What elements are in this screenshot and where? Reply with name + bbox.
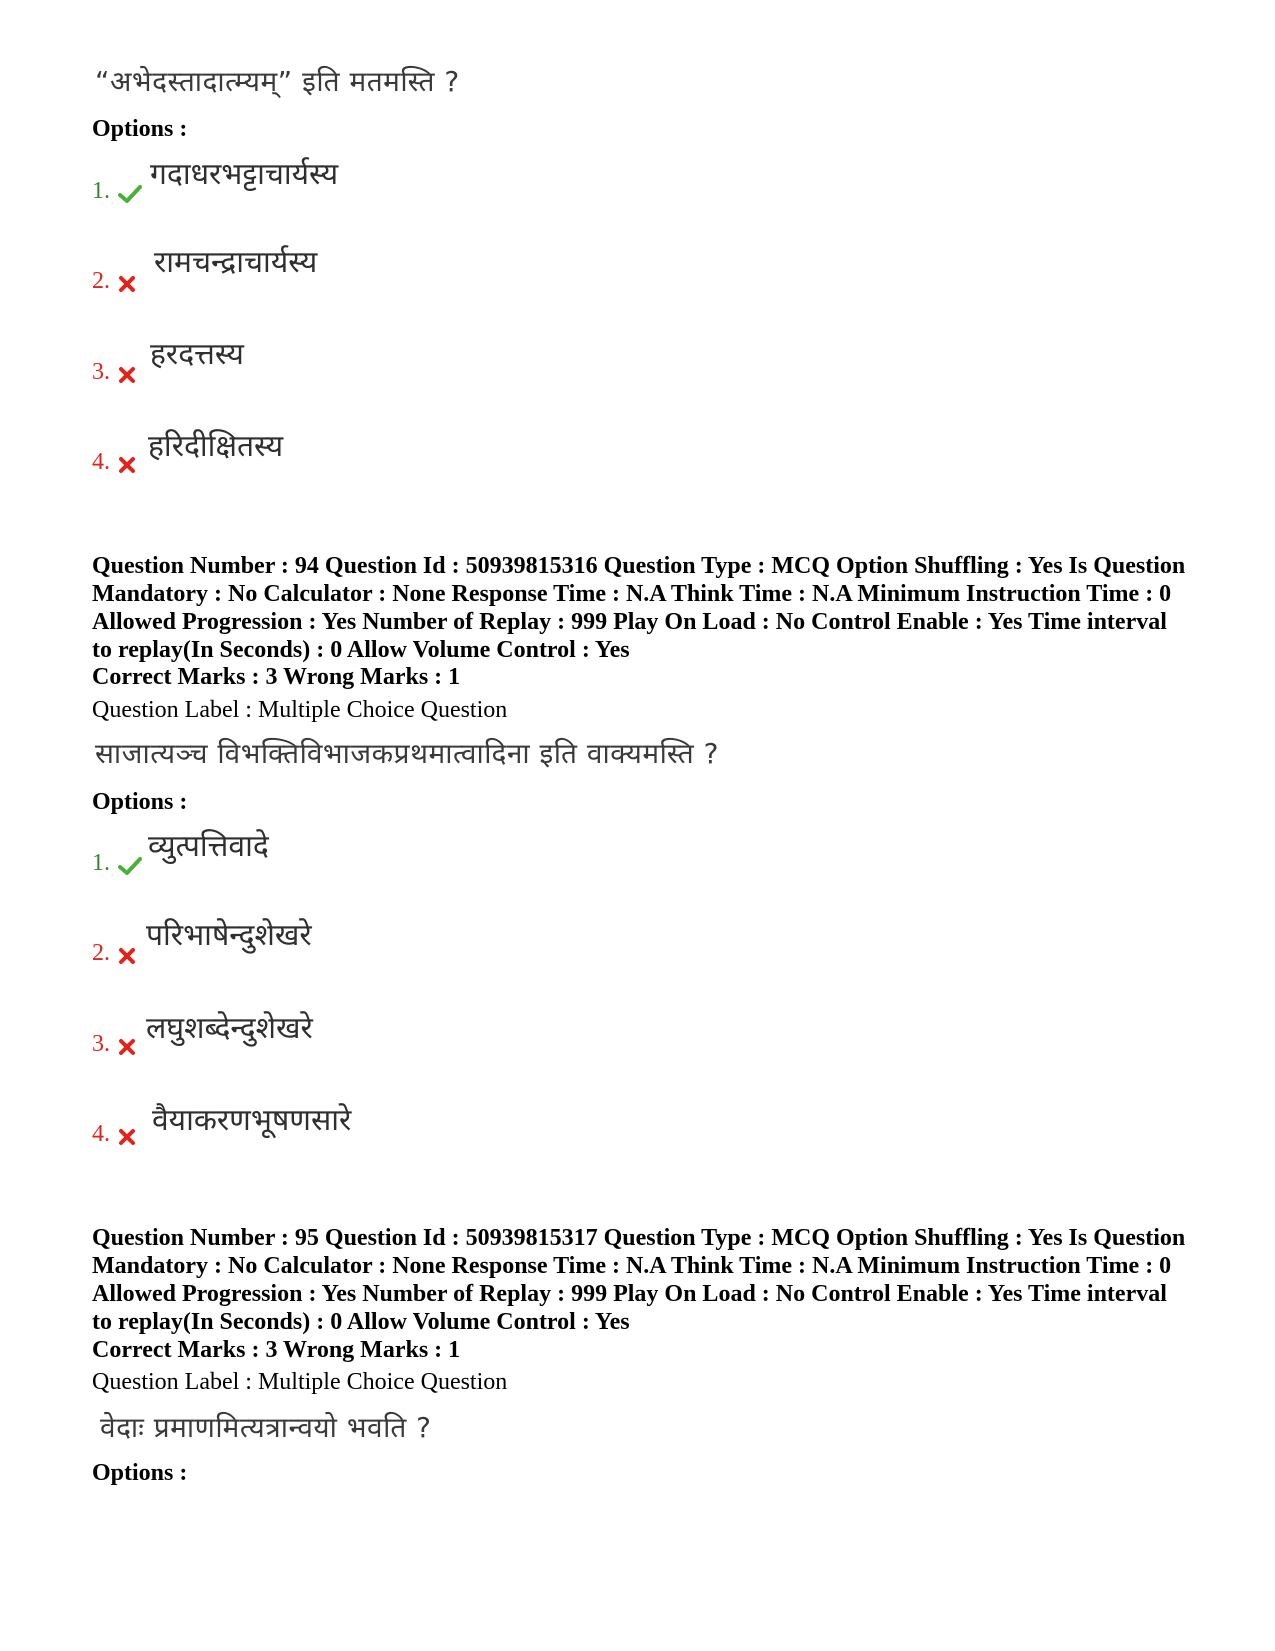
check-icon bbox=[118, 856, 142, 876]
option-number: 3. bbox=[92, 359, 110, 385]
question-95-stem: वेदाः प्रमाणमित्यत्रान्वयो भवति ? bbox=[100, 1411, 432, 1444]
option-text: व्युत्पत्तिवादे bbox=[148, 829, 269, 864]
cross-icon bbox=[118, 275, 136, 293]
option-number: 2. bbox=[92, 268, 110, 294]
option-number: 4. bbox=[92, 449, 110, 475]
cross-icon bbox=[118, 1038, 136, 1056]
option-number: 1. bbox=[92, 850, 110, 876]
option-text: रामचन्द्राचार्यस्य bbox=[154, 245, 318, 280]
option-4 bbox=[92, 449, 136, 476]
option-1 bbox=[92, 178, 142, 205]
option-number: 3. bbox=[92, 1031, 110, 1057]
question-95-meta: Question Number : 95 Question Id : 50939815317 Question Type : MCQ Option Shuffling : Yes Is Question Mandatory : No Calculator : None Response Time : N.A Think Time : N.A Minimum Instruction Time : 0 Allowed Progression : Yes Number of Replay : 999 Play On Load : No Control Enable : Yes Time interval to replay(In Seconds) : 0 Allow Volume Control : Yes bbox=[92, 1225, 1186, 1335]
option-3 bbox=[92, 359, 136, 386]
option-number: 2. bbox=[92, 940, 110, 966]
cross-icon bbox=[118, 366, 136, 384]
option-text: हरदत्तस्य bbox=[150, 337, 244, 372]
option-1 bbox=[92, 850, 142, 877]
check-icon bbox=[118, 184, 142, 204]
cross-icon bbox=[118, 1128, 136, 1146]
options-label: Options : bbox=[92, 1460, 188, 1486]
question-95-marks: Correct Marks : 3 Wrong Marks : 1 bbox=[92, 1337, 461, 1363]
question-94-stem: साजात्यञ्च विभक्तिविभाजकप्रथमात्वादिना इति वाक्यमस्ति ? bbox=[95, 737, 720, 770]
question-94-marks: Correct Marks : 3 Wrong Marks : 1 bbox=[92, 664, 461, 690]
option-text: लघुशब्देन्दुशेखरे bbox=[146, 1011, 313, 1046]
option-text: परिभाषेन्दुशेखरे bbox=[146, 918, 312, 953]
option-number: 4. bbox=[92, 1121, 110, 1147]
option-number: 1. bbox=[92, 178, 110, 204]
option-2 bbox=[92, 940, 136, 967]
options-label: Options : bbox=[92, 116, 188, 142]
question-94-label: Question Label : Multiple Choice Question bbox=[92, 697, 508, 723]
option-text: वैयाकरणभूषणसारे bbox=[152, 1103, 352, 1138]
question-93-stem: “अभेदस्तादात्म्यम्” इति मतमस्ति ? bbox=[95, 65, 460, 98]
option-2 bbox=[92, 268, 136, 295]
option-text: गदाधरभट्टाचार्यस्य bbox=[150, 157, 339, 192]
option-text: हरिदीक्षितस्य bbox=[148, 429, 284, 464]
cross-icon bbox=[118, 947, 136, 965]
cross-icon bbox=[118, 456, 136, 474]
question-94-meta: Question Number : 94 Question Id : 50939815316 Question Type : MCQ Option Shuffling : Yes Is Question Mandatory : No Calculator : None Response Time : N.A Think Time : N.A Minimum Instruction Time : 0 Allowed Progression : Yes Number of Replay : 999 Play On Load : No Control Enable : Yes Time interval to replay(In Seconds) : 0 Allow Volume Control : Yes bbox=[92, 553, 1186, 663]
option-4 bbox=[92, 1121, 136, 1148]
option-3 bbox=[92, 1031, 136, 1058]
question-95-label: Question Label : Multiple Choice Question bbox=[92, 1369, 508, 1395]
options-label: Options : bbox=[92, 789, 188, 815]
